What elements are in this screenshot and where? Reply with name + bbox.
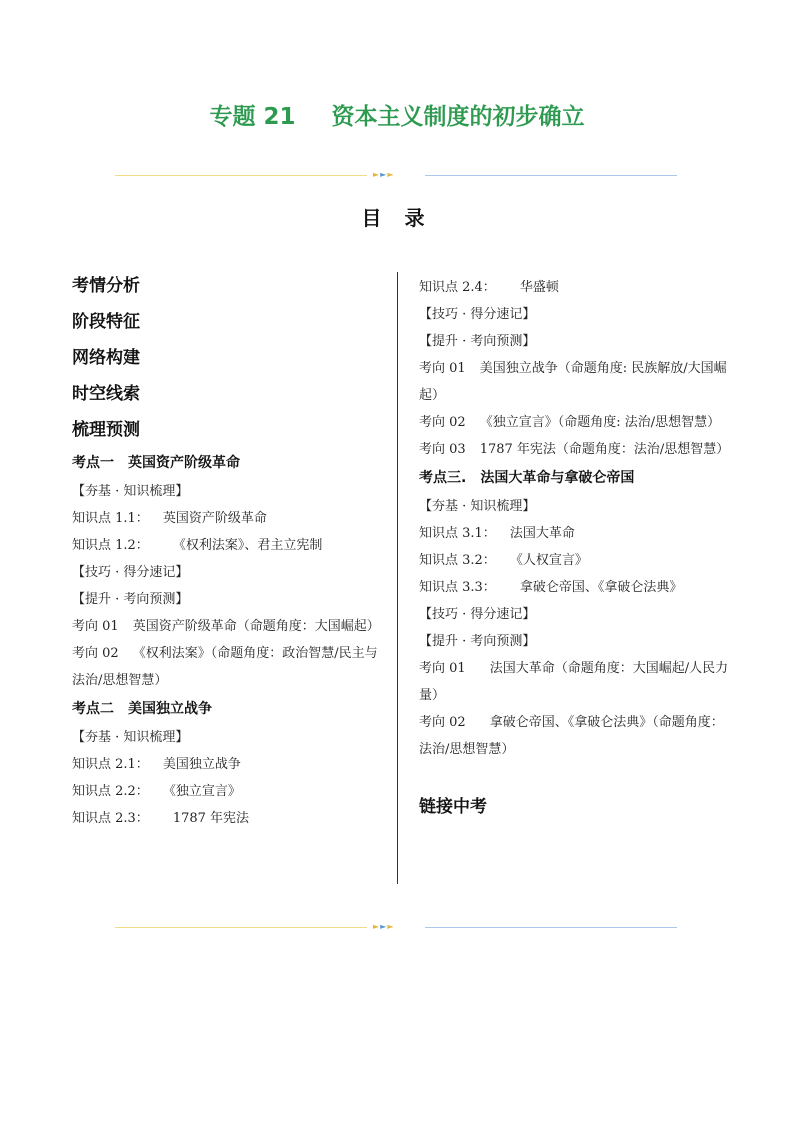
- toc-exam-direction[interactable]: 考向 01 美国独立战争（命题角度: 民族解放/大国崛起）: [419, 361, 727, 403]
- divider-arrow-icon: ►►►: [373, 170, 395, 179]
- toc-heading: 目 录: [361, 206, 433, 230]
- toc-exam-direction[interactable]: 考向 03 1787 年宪法（命题角度：法治/思想智慧）: [419, 442, 730, 457]
- toc-knowledge-point[interactable]: 知识点 2.4： 华盛顿: [419, 280, 559, 295]
- toc-left-column: [72, 268, 384, 832]
- toc-subsection[interactable]: 【提升 · 考向预测】: [72, 592, 189, 607]
- bottom-divider: [115, 922, 677, 931]
- toc-exam-direction[interactable]: 考向 01 法国大革命（命题角度：大国崛起/人民力量）: [419, 661, 729, 703]
- toc-main-section[interactable]: 阶段特征: [72, 312, 140, 332]
- toc-knowledge-point[interactable]: 知识点 1.2： 《权利法案》、君主立宪制: [72, 538, 323, 553]
- divider-arrow-icon: ►►►: [373, 922, 395, 931]
- toc-exam-direction[interactable]: 考向 02 《独立宣言》（命题角度: 法治/思想智慧）: [419, 415, 721, 430]
- toc-main-section[interactable]: 链接中考: [419, 797, 487, 817]
- column-divider: [397, 272, 398, 884]
- toc-main-section[interactable]: 时空线索: [72, 384, 140, 404]
- toc-subsection[interactable]: 【夯基 · 知识梳理】: [419, 499, 536, 514]
- toc-knowledge-point[interactable]: 知识点 2.3： 1787 年宪法: [72, 811, 250, 826]
- toc-subsection[interactable]: 【提升 · 考向预测】: [419, 634, 536, 649]
- toc-main-section[interactable]: 梳理预测: [72, 420, 140, 440]
- topic-number: 专题 21: [209, 104, 296, 130]
- toc-subsection[interactable]: 【夯基 · 知识梳理】: [72, 484, 189, 499]
- toc-subsection[interactable]: 【技巧 · 得分速记】: [72, 565, 189, 580]
- top-divider: [115, 170, 677, 179]
- toc-exam-direction[interactable]: 考向 02 拿破仑帝国、《拿破仑法典》（命题角度：法治/思想智慧）: [419, 715, 724, 757]
- toc-subsection[interactable]: 【技巧 · 得分速记】: [419, 307, 536, 322]
- toc-exam-direction[interactable]: 考向 01 英国资产阶级革命（命题角度：大国崛起）: [72, 619, 380, 634]
- toc-knowledge-point[interactable]: 知识点 1.1： 英国资产阶级革命: [72, 511, 267, 526]
- topic-title: 资本主义制度的初步确立: [331, 104, 585, 130]
- toc-main-section[interactable]: 网络构建: [72, 348, 140, 368]
- toc-knowledge-point[interactable]: 知识点 3.2： 《人权宣言》: [419, 553, 588, 568]
- page-title: [0, 100, 794, 134]
- toc-right-column: [419, 274, 731, 825]
- toc-subsection[interactable]: 【提升 · 考向预测】: [419, 334, 536, 349]
- toc-knowledge-point[interactable]: 知识点 3.1： 法国大革命: [419, 526, 575, 541]
- exam-point-heading[interactable]: 考点一 英国资产阶级革命: [72, 455, 240, 471]
- exam-point-heading[interactable]: 考点三. 法国大革命与拿破仑帝国: [419, 470, 635, 486]
- exam-point-heading[interactable]: 考点二 美国独立战争: [72, 701, 212, 717]
- toc-main-section[interactable]: 考情分析: [72, 276, 140, 296]
- toc-subsection[interactable]: 【夯基 · 知识梳理】: [72, 730, 189, 745]
- toc-subsection[interactable]: 【技巧 · 得分速记】: [419, 607, 536, 622]
- toc-exam-direction[interactable]: 考向 02 《权利法案》（命题角度：政治智慧/民主与法治/思想智慧）: [72, 646, 378, 688]
- toc-knowledge-point[interactable]: 知识点 3.3： 拿破仑帝国、《拿破仑法典》: [419, 580, 683, 595]
- toc-knowledge-point[interactable]: 知识点 2.2： 《独立宣言》: [72, 784, 241, 799]
- toc-knowledge-point[interactable]: 知识点 2.1： 美国独立战争: [72, 757, 241, 772]
